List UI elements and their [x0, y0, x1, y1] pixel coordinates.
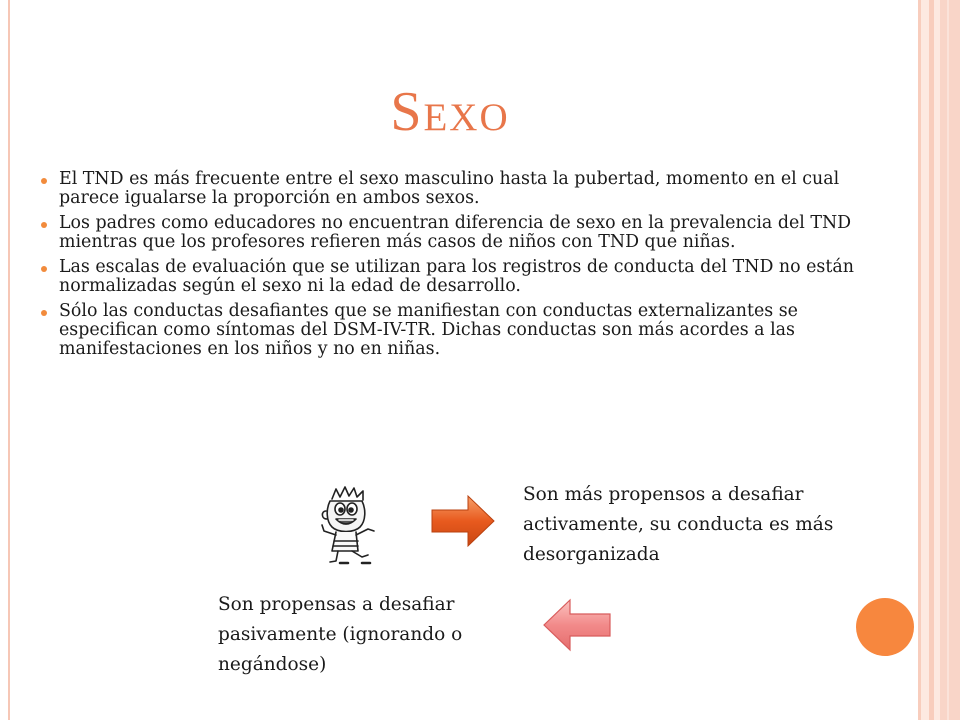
bullet-text: Las escalas de evaluación que se utilizan para los registros de conducta del TND no están normalizadas según el sexo ni la edad de desarrollo. — [59, 257, 854, 296]
cartoon-boy-icon — [318, 485, 384, 565]
bullet-text: El TND es más frecuente entre el sexo masculino hasta la pubertad, momento en el cual parece igualarse la proporción en ambos sexos. — [59, 169, 840, 208]
bullet-item — [40, 302, 860, 359]
right-stripe — [947, 0, 949, 720]
boys-description: Son más propensos a desafiar activamente, su conducta es más desorganizada — [523, 484, 834, 565]
bullet-list — [40, 170, 860, 365]
bullet-text: Los padres como educadores no encuentran diferencia de sexo en la prevalencia del TND mientras que los profesores refieren más casos de niños con TND que niñas. — [59, 213, 852, 252]
slide-title: Sexo — [390, 81, 510, 143]
bullet-text: Sólo las conductas desafiantes que se manifiestan con conductas externalizantes se especifican como síntomas del DSM-IV-TR. Dichas conductas son más acordes a las manifestaciones en los niños y no en niñas. — [59, 301, 798, 359]
bullet-dot — [41, 266, 47, 272]
decorative-circle — [856, 598, 914, 656]
arrow-left-icon — [542, 598, 612, 652]
bullet-item — [40, 258, 860, 296]
bullet-item — [40, 214, 860, 252]
right-stripe — [921, 0, 929, 720]
bullet-dot — [41, 222, 47, 228]
bullet-dot — [41, 178, 47, 184]
bullet-dot — [41, 310, 47, 316]
arrow-right-icon — [430, 493, 496, 549]
bullet-item — [40, 170, 860, 208]
girls-description: Son propensas a desafiar pasivamente (ignorando o negándose) — [218, 594, 463, 675]
right-stripe — [940, 0, 960, 720]
